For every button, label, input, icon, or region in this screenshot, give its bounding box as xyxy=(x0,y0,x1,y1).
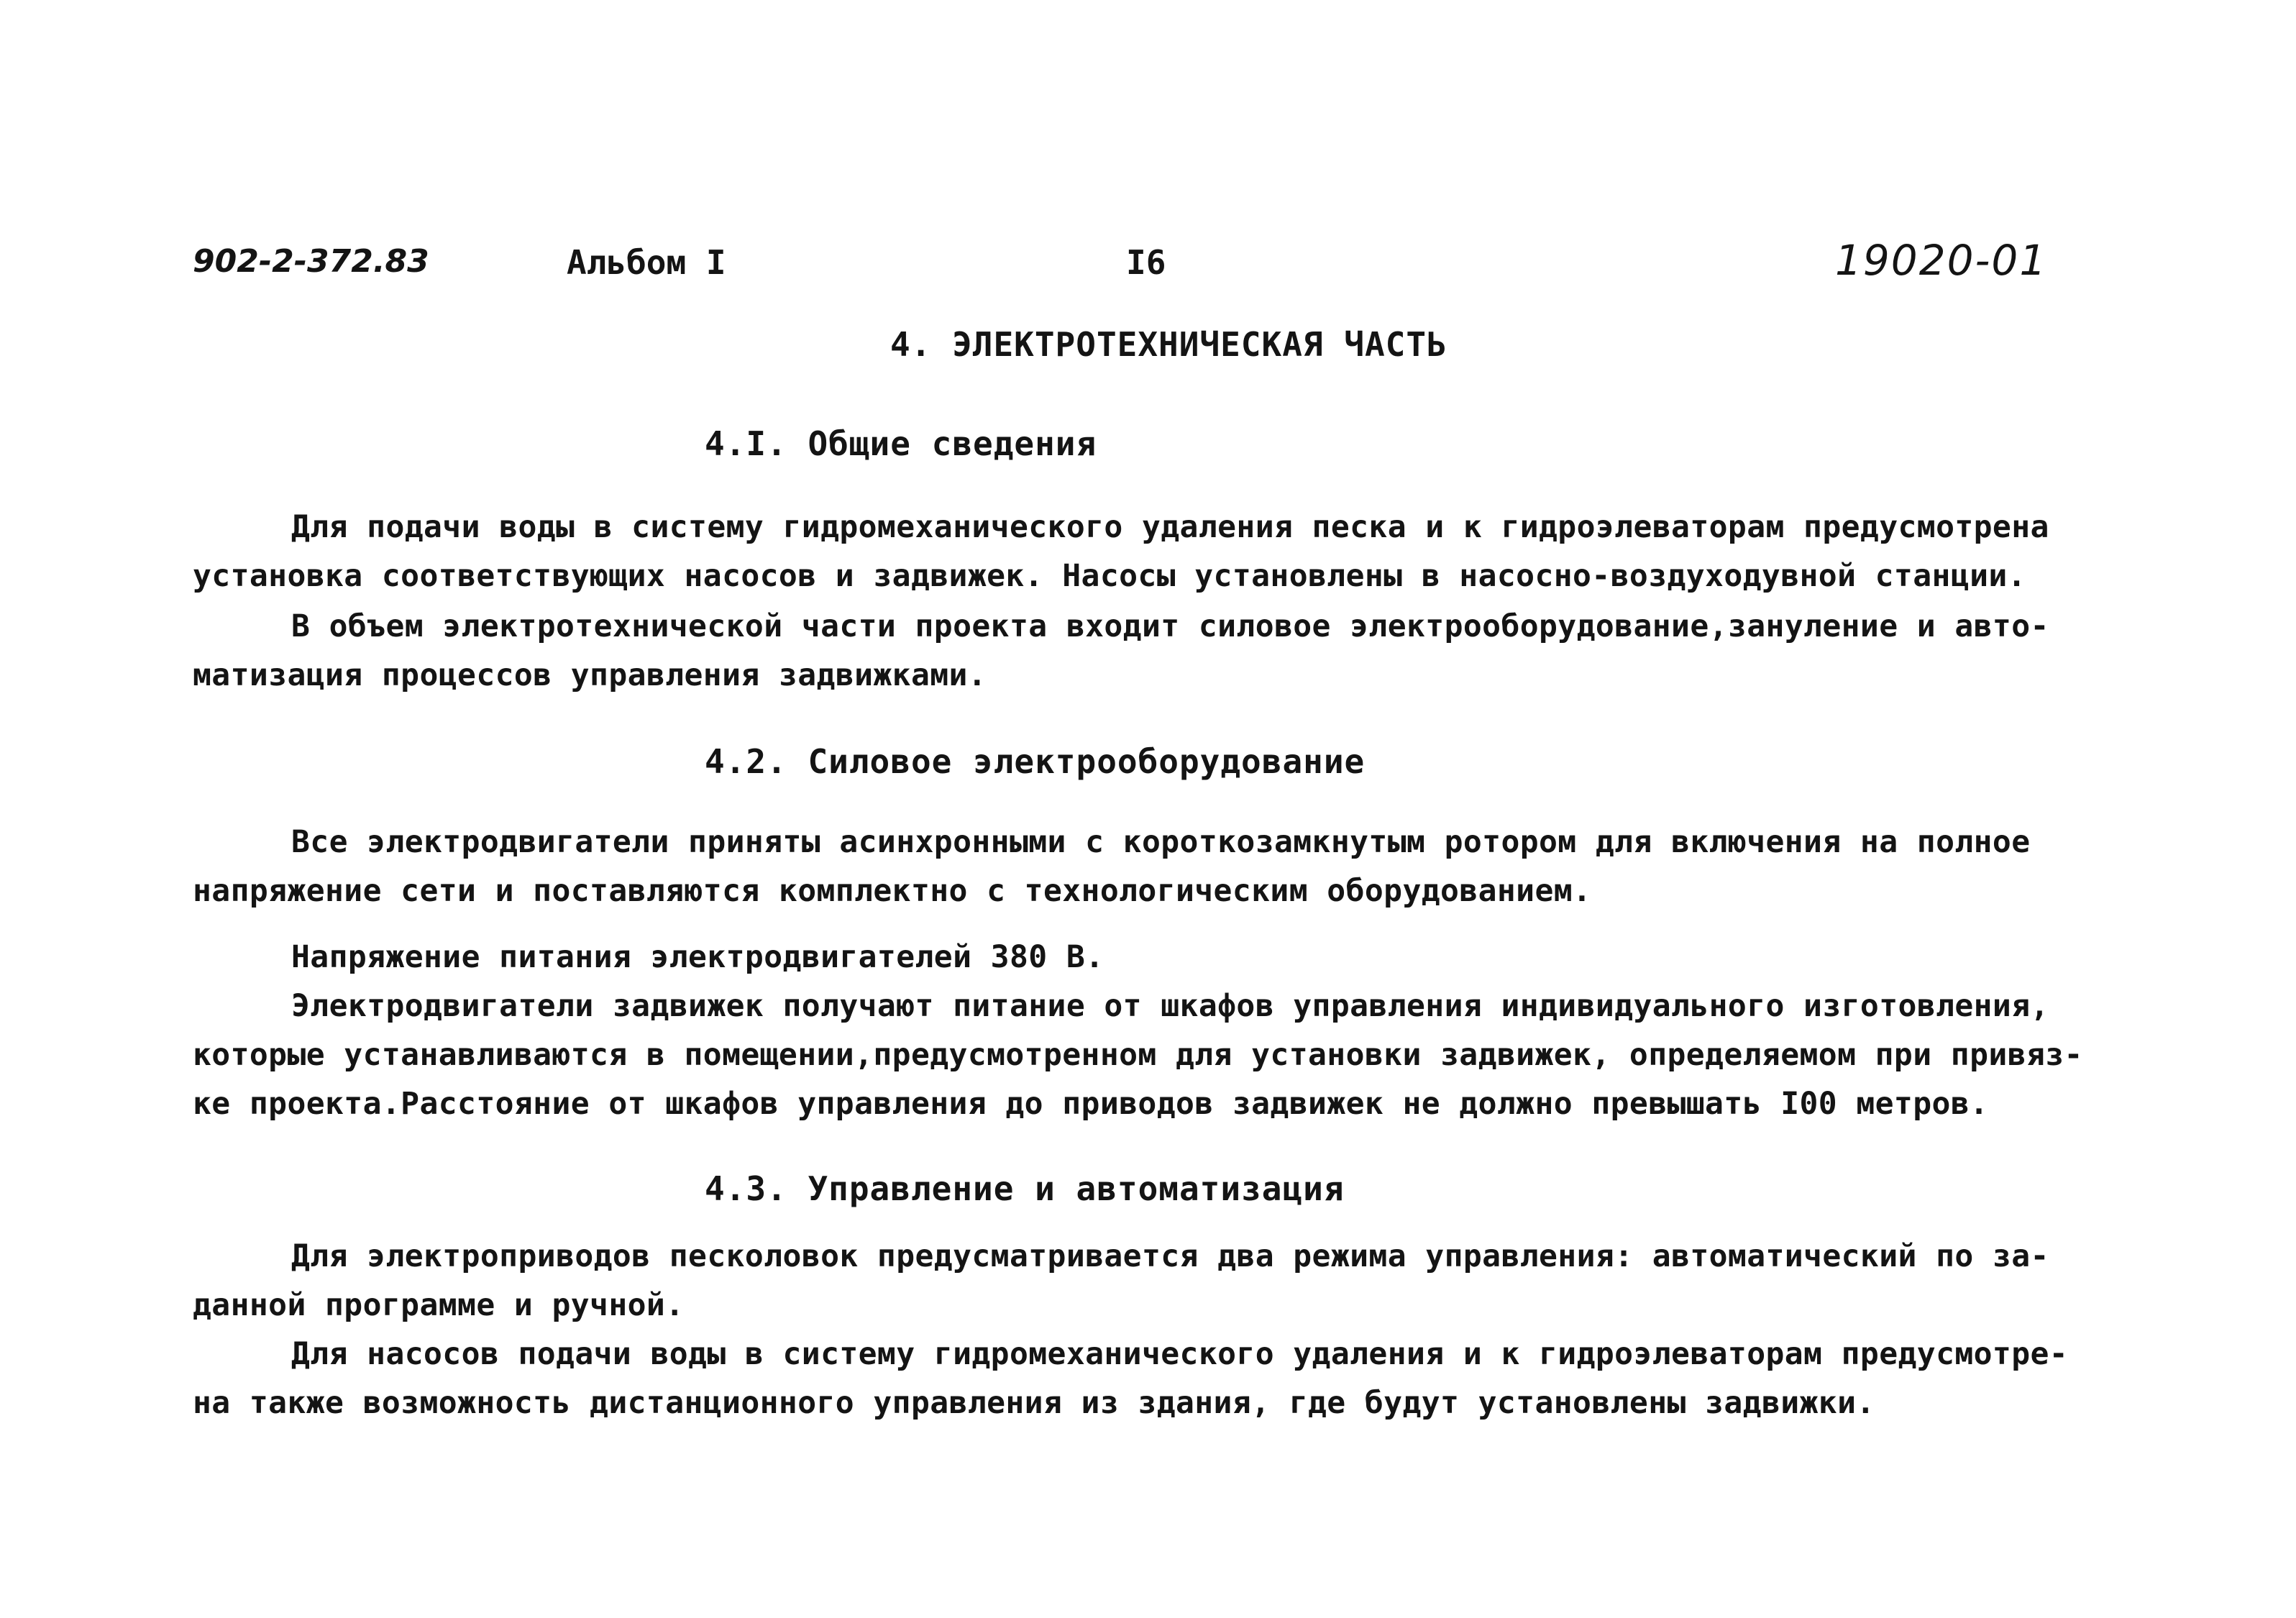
chapter-title: 4. ЭЛЕКТРОТЕХНИЧЕСКАЯ ЧАСТЬ xyxy=(890,325,1447,364)
paragraph-line: данной программе и ручной. xyxy=(193,1287,685,1323)
paragraph-line: Для электроприводов песколовок предусматривается два режима управления: автоматический по за- xyxy=(291,1238,2049,1274)
paragraph-line: матизация процессов управления задвижками. xyxy=(193,657,987,693)
paragraph-line: установка соответствующих насосов и задвижек. Насосы установлены в насосно-воздуходувной станции. xyxy=(193,558,2026,594)
paragraph-line: Все электродвигатели приняты асинхронными с короткозамкнутым ротором для включения на полное xyxy=(291,824,2031,860)
paragraph-line: которые устанавливаются в помещении,предусмотренном для установки задвижек, определяемом при привяз- xyxy=(193,1037,2083,1073)
paragraph-line: Напряжение питания электродвигателей 380 В. xyxy=(291,939,1104,975)
inventory-number: 19020-01 xyxy=(1835,236,2048,285)
document-code: 902-2-372.83 xyxy=(193,243,429,280)
paragraph-line: В объем электротехнической части проекта входит силовое электрооборудование,зануление и авто- xyxy=(291,608,2049,644)
section-title: 4.3. Управление и автоматизация xyxy=(705,1169,1345,1208)
paragraph-line: Для насосов подачи воды в систему гидромеханического удаления и к гидроэлеваторам предусмотре- xyxy=(291,1336,2069,1372)
paragraph-line: напряжение сети и поставляются комплектно с технологическим оборудованием. xyxy=(193,873,1592,909)
paragraph-line: на также возможность дистанционного управления из здания, где будут установлены задвижки. xyxy=(193,1385,1875,1421)
paragraph-line: Для подачи воды в систему гидромеханического удаления песка и к гидроэлеваторам предусмотрена xyxy=(291,509,2049,545)
page-number: I6 xyxy=(1126,243,1166,282)
paragraph-line: Электродвигатели задвижек получают питание от шкафов управления индивидуального изготовления, xyxy=(291,988,2049,1024)
paragraph-line: ке проекта.Расстояние от шкафов управления до приводов задвижек не должно превышать I00 метров. xyxy=(193,1086,1989,1122)
album-label: Альбом I xyxy=(567,243,726,282)
section-title: 4.2. Силовое электрооборудование xyxy=(705,742,1366,781)
section-title: 4.I. Общие сведения xyxy=(705,424,1097,463)
